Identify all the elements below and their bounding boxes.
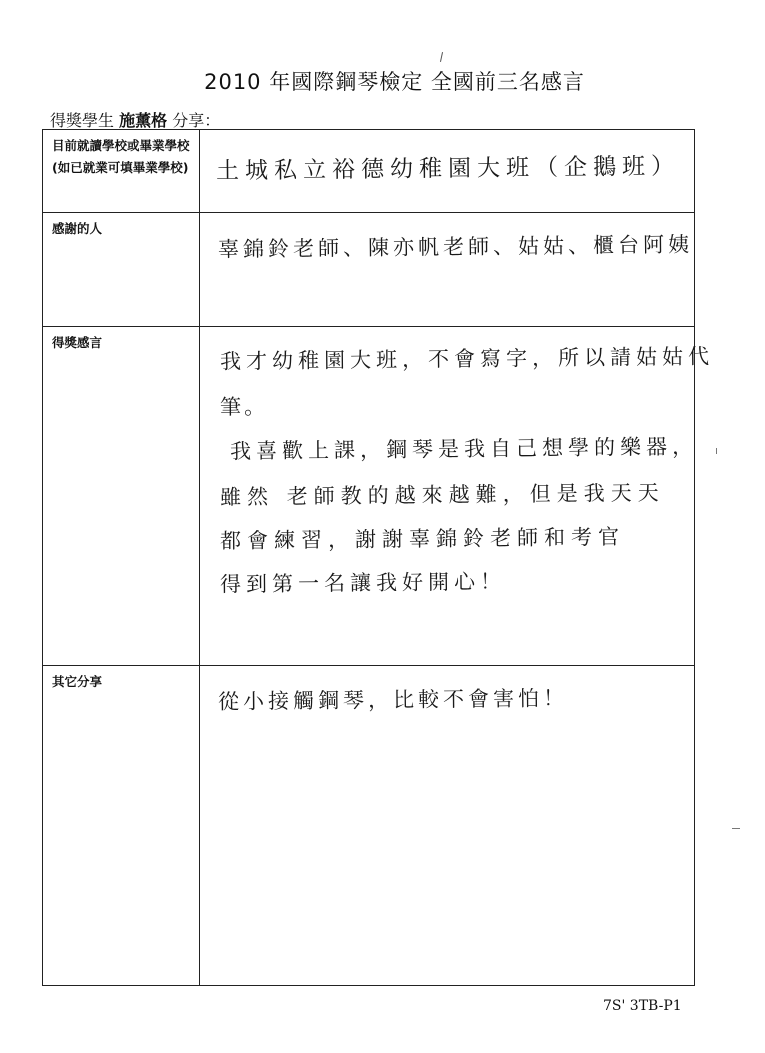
answer-speech-line-5: 都會練習，謝謝辜錦鈴老師和考官 (219, 524, 626, 554)
page-code: 7S' 3TB-P1 (603, 998, 682, 1014)
label-thanks (43, 213, 200, 326)
student-suffix: 分享： (172, 111, 221, 130)
form-row-other (43, 666, 694, 985)
student-line (50, 108, 220, 131)
answer-other (200, 666, 694, 985)
scan-speck (716, 448, 717, 454)
answer-speech-line-3: 我喜歡上課，鋼琴是我自己想學的樂器， (229, 434, 699, 464)
answer-speech-line-6: 得到第一名讓我好開心！ (219, 569, 507, 597)
answer-speech-line-2: 筆。 (219, 394, 269, 420)
answer-school-line: 土城私立裕德幼稚園大班（企鵝班） (215, 153, 681, 185)
label-other-text: 其它分享 (52, 674, 103, 689)
answer-speech-line-4: 雖然 老師教的越來越難，但是我天天 (219, 480, 665, 510)
student-name: 施薰格 (119, 111, 168, 130)
scan-speck (732, 828, 740, 829)
stray-mark (440, 52, 443, 62)
form-row-speech (43, 327, 715, 666)
label-other (43, 666, 200, 985)
answer-speech-line-1: 我才幼稚園大班，不會寫字，所以請姑姑代 (219, 344, 715, 374)
answer-thanks-line: 辜錦鈴老師、陳亦帆老師、姑姑、櫃台阿姨 (217, 232, 694, 262)
answer-school (200, 130, 694, 212)
label-speech-text: 得獎感言 (52, 335, 103, 350)
answer-other-line: 從小接觸鋼琴，比較不會害怕！ (217, 686, 569, 714)
answer-speech (200, 327, 715, 665)
label-thanks-text: 感謝的人 (52, 221, 103, 236)
form-row-thanks (43, 213, 694, 327)
label-speech (43, 327, 200, 665)
label-school (43, 130, 200, 212)
form-row-school (43, 130, 694, 213)
label-school-text: 目前就讀學校或畢業學校(如已就業可填畢業學校) (52, 138, 190, 175)
testimonial-form (42, 129, 715, 986)
answer-thanks (200, 213, 694, 326)
page-title: 2010 年國際鋼琴檢定 全國前三名感言 (204, 70, 585, 94)
student-prefix: 得獎學生 (50, 111, 115, 130)
